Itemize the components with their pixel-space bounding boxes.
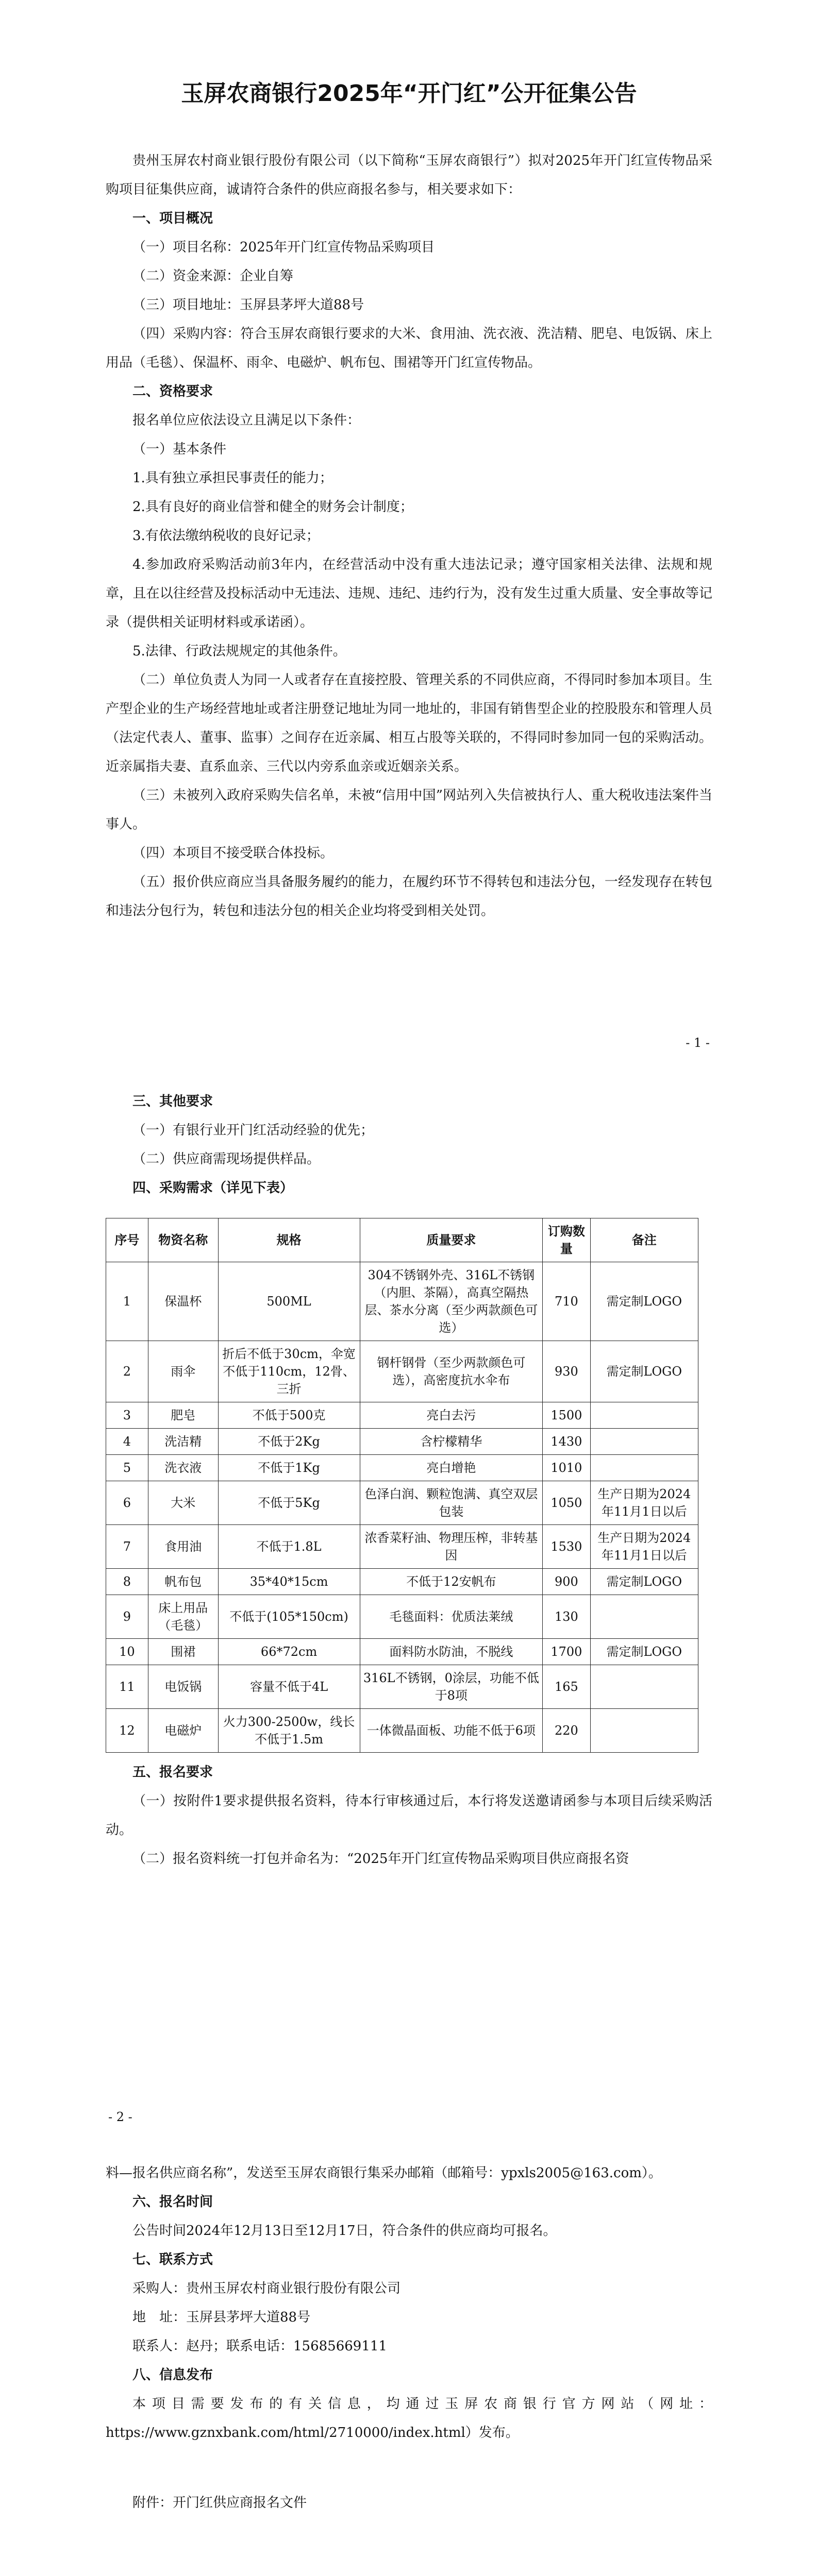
table-cell: 1530 [543, 1525, 590, 1569]
table-cell: 电磁炉 [148, 1709, 218, 1753]
table-cell: 钢杆钢骨（至少两款颜色可选），高密度抗水伞布 [360, 1341, 543, 1402]
table-cell: 需定制LOGO [590, 1341, 698, 1402]
table-cell: 不低于1Kg [218, 1455, 360, 1481]
intro-paragraph: 贵州玉屏农村商业银行股份有限公司（以下简称“玉屏农商银行”）拟对2025年开门红宣传物品采购项目征集供应商，诚请符合条件的供应商报名参与，相关要求如下： [106, 153, 712, 197]
page-1 [0, 0, 818, 1061]
attachment-line: 附件：开门红供应商报名文件 [132, 2495, 307, 2511]
table-cell: 毛毯面料：优质法莱绒 [360, 1595, 543, 1639]
table-row [106, 1569, 698, 1595]
table-cell: 5 [106, 1455, 148, 1481]
table-cell: 洗衣液 [148, 1455, 218, 1481]
col-header: 规格 [218, 1218, 360, 1262]
table-cell: 不低于12安帆布 [360, 1569, 543, 1595]
table-cell: 需定制LOGO [590, 1639, 698, 1665]
table-cell: 一体微晶面板、功能不低于6项 [360, 1709, 543, 1753]
table-cell [590, 1429, 698, 1455]
section-1-heading: 一、项目概况 [132, 211, 213, 226]
table-cell: 雨伞 [148, 1341, 218, 1402]
s2-basic-2: 2.具有良好的商业信誉和健全的财务会计制度； [132, 499, 413, 515]
section-8-heading: 八、信息发布 [132, 2367, 213, 2383]
table-cell: 大米 [148, 1481, 218, 1525]
table-cell: 容量不低于4L [218, 1665, 360, 1709]
s2-paragraph-5: （五）报价供应商应当具备服务履约的能力，在履约环节不得转包和违法分包，一经发现存在转包和违法分包行为，转包和违法分包的相关企业均将受到相关处罚。 [106, 874, 712, 919]
table-cell: 肥皂 [148, 1402, 218, 1429]
table-cell: 火力300-2500w，线长不低于1.5m [218, 1709, 360, 1753]
col-header: 订购数量 [543, 1218, 590, 1262]
table-cell: 500ML [218, 1262, 360, 1341]
section-4-heading: 四、采购需求（详见下表） [132, 1180, 294, 1196]
table-cell: 1010 [543, 1455, 590, 1481]
s1-item-2: （二）资金来源：企业自筹 [132, 268, 294, 284]
table-cell [590, 1455, 698, 1481]
table-cell [590, 1665, 698, 1709]
s2-lead: 报名单位应依法设立且满足以下条件： [132, 413, 361, 428]
table-cell: 2 [106, 1341, 148, 1402]
section-6-heading: 六、报名时间 [132, 2194, 213, 2210]
table-cell: 色泽白润、颗粒饱满、真空双层包装 [360, 1481, 543, 1525]
s3-item-2: （二）供应商需现场提供样品。 [132, 1151, 321, 1167]
s2-basic-heading: （一）基本条件 [132, 442, 227, 457]
table-cell: 710 [543, 1262, 590, 1341]
table-cell: 130 [543, 1595, 590, 1639]
s2-basic-1: 1.具有独立承担民事责任的能力； [132, 470, 333, 486]
table-cell: 生产日期为2024年11月1日以后 [590, 1525, 698, 1569]
section-7-heading: 七、联系方式 [132, 2252, 213, 2267]
table-cell: 亮白增艳 [360, 1455, 543, 1481]
table-row [106, 1709, 698, 1753]
table-header-row [106, 1218, 698, 1262]
table-cell: 围裙 [148, 1639, 218, 1665]
table-cell: 电饭锅 [148, 1665, 218, 1709]
page-number-1: - 1 - [686, 1036, 710, 1050]
table-cell: 不低于500克 [218, 1402, 360, 1429]
table-row [106, 1525, 698, 1569]
table-cell: 35*40*15cm [218, 1569, 360, 1595]
table-cell: 10 [106, 1639, 148, 1665]
table-cell: 洗洁精 [148, 1429, 218, 1455]
s7-item-3: 联系人：赵丹；联系电话：15685669111 [132, 2338, 387, 2354]
table-cell: 9 [106, 1595, 148, 1639]
table-cell: 7 [106, 1525, 148, 1569]
table-cell: 需定制LOGO [590, 1569, 698, 1595]
table-cell: 折后不低于30cm，伞宽不低于110cm，12骨、三折 [218, 1341, 360, 1402]
table-cell: 不低于2Kg [218, 1429, 360, 1455]
table-row [106, 1639, 698, 1665]
table-cell: 食用油 [148, 1525, 218, 1569]
s3-item-1: （一）有银行业开门红活动经验的优先； [132, 1123, 374, 1138]
s2-basic-3: 3.有依法缴纳税收的良好记录； [132, 528, 320, 544]
table-cell [590, 1709, 698, 1753]
page-3-content [106, 2159, 712, 2517]
table-row [106, 1595, 698, 1639]
table-cell: 需定制LOGO [590, 1262, 698, 1341]
table-row [106, 1262, 698, 1341]
table-cell: 亮白去污 [360, 1402, 543, 1429]
table-cell: 保温杯 [148, 1262, 218, 1341]
table-cell: 1500 [543, 1402, 590, 1429]
s2-basic-4: 4.参加政府采购活动前3年内，在经营活动中没有重大违法记录；遵守国家相关法律、法规和规章，且在以往经营及投标活动中无违法、违规、违纪、违约行为，没有发生过重大质量、安全事故等记录（提供相关证明材料或承诺函）。 [106, 557, 712, 630]
table-cell: 浓香菜籽油、物理压榨，非转基因 [360, 1525, 543, 1569]
table-row [106, 1341, 698, 1402]
table-cell: 1700 [543, 1639, 590, 1665]
table-row [106, 1429, 698, 1455]
s1-item-3: （三）项目地址：玉屏县茅坪大道88号 [132, 297, 364, 313]
table-cell: 生产日期为2024年11月1日以后 [590, 1481, 698, 1525]
announcement-title: 玉屏农商银行2025年“开门红”公开征集公告 [181, 80, 637, 107]
col-header: 备注 [590, 1218, 698, 1262]
table-cell: 1 [106, 1262, 148, 1341]
col-header: 质量要求 [360, 1218, 543, 1262]
section-2-heading: 二、资格要求 [132, 384, 213, 399]
page-3 [0, 2138, 818, 2576]
table-cell: 床上用品（毛毯） [148, 1595, 218, 1639]
page-1-content [106, 77, 712, 925]
s5-paragraph-2-cont: 料—报名供应商名称”，发送至玉屏农商银行集采办邮箱（邮箱号：ypxls2005@163.com）。 [106, 2165, 662, 2181]
table-cell: 165 [543, 1665, 590, 1709]
col-header: 序号 [106, 1218, 148, 1262]
s1-item-1: （一）项目名称：2025年开门红宣传物品采购项目 [132, 240, 435, 255]
s2-paragraph-3: （三）未被列入政府采购失信名单，未被“信用中国”网站列入失信被执行人、重大税收违法案件当事人。 [106, 788, 712, 832]
table-cell: 含柠檬精华 [360, 1429, 543, 1455]
table-cell: 11 [106, 1665, 148, 1709]
table-cell: 66*72cm [218, 1639, 360, 1665]
table-cell: 面料防水防油，不脱线 [360, 1639, 543, 1665]
s7-item-1: 采购人：贵州玉屏农村商业银行股份有限公司 [132, 2281, 401, 2296]
table-row [106, 1455, 698, 1481]
table-cell: 8 [106, 1569, 148, 1595]
s5-paragraph-1: （一）按附件1要求提供报名资料，待本行审核通过后，本行将发送邀请函参与本项目后续采购活动。 [106, 1793, 712, 1838]
table-row [106, 1481, 698, 1525]
table-cell: 900 [543, 1569, 590, 1595]
page-2 [0, 1061, 818, 2138]
table-cell: 不低于(105*150cm) [218, 1595, 360, 1639]
col-header: 物资名称 [148, 1218, 218, 1262]
s2-paragraph-4: （四）本项目不接受联合体投标。 [132, 845, 334, 861]
table-cell: 3 [106, 1402, 148, 1429]
s7-item-2: 地 址：玉屏县茅坪大道88号 [132, 2310, 311, 2325]
s2-paragraph-2: （二）单位负责人为同一人或者存在直接控股、管理关系的不同供应商，不得同时参加本项目。生产型企业的生产场经营地址或者注册登记地址为同一地址的，非国有销售型企业的控股股东和管理人员（法定代表人、董事、监事）之间存在近亲属、相互占股等关联的，不得同时参加同一包的采购活动。近亲属指夫妻、直系血亲、三代以内旁系血亲或近姻亲关系。 [106, 672, 712, 774]
table-cell: 316L不锈钢，0涂层，功能不低于8项 [360, 1665, 543, 1709]
table-cell: 1050 [543, 1481, 590, 1525]
s5-paragraph-2: （二）报名资料统一打包并命名为：“2025年开门红宣传物品采购项目供应商报名资 [132, 1851, 629, 1867]
table-row [106, 1665, 698, 1709]
table-row [106, 1402, 698, 1429]
table-cell: 不低于5Kg [218, 1481, 360, 1525]
page-2-content [106, 1087, 712, 1873]
section-3-heading: 三、其他要求 [132, 1094, 213, 1109]
table-cell: 930 [543, 1341, 590, 1402]
procurement-table [106, 1218, 698, 1753]
table-cell: 220 [543, 1709, 590, 1753]
table-cell: 4 [106, 1429, 148, 1455]
table-cell: 304不锈钢外壳、316L不锈钢（内胆、茶隔），高真空隔热层、茶水分离（至少两款颜色可选） [360, 1262, 543, 1341]
table-cell: 6 [106, 1481, 148, 1525]
s1-item-4: （四）采购内容：符合玉屏农商银行要求的大米、食用油、洗衣液、洗洁精、肥皂、电饭锅、床上用品（毛毯）、保温杯、雨伞、电磁炉、帆布包、围裙等开门红宣传物品。 [106, 326, 712, 370]
s6-text: 公告时间2024年12月13日至12月17日，符合条件的供应商均可报名。 [132, 2223, 557, 2239]
table-cell [590, 1402, 698, 1429]
table-cell: 1430 [543, 1429, 590, 1455]
s8-text: 本项目需要发布的有关信息，均通过玉屏农商银行官方网站（网址：https://www.gznxbank.com/html/2710000/index.html）发布。 [106, 2396, 712, 2441]
table-cell: 12 [106, 1709, 148, 1753]
table-cell: 帆布包 [148, 1569, 218, 1595]
page-number-2: - 2 - [108, 2110, 132, 2124]
section-5-heading: 五、报名要求 [132, 1765, 213, 1780]
table-cell: 不低于1.8L [218, 1525, 360, 1569]
s2-basic-5: 5.法律、行政法规规定的其他条件。 [132, 643, 346, 659]
table-cell [590, 1595, 698, 1639]
